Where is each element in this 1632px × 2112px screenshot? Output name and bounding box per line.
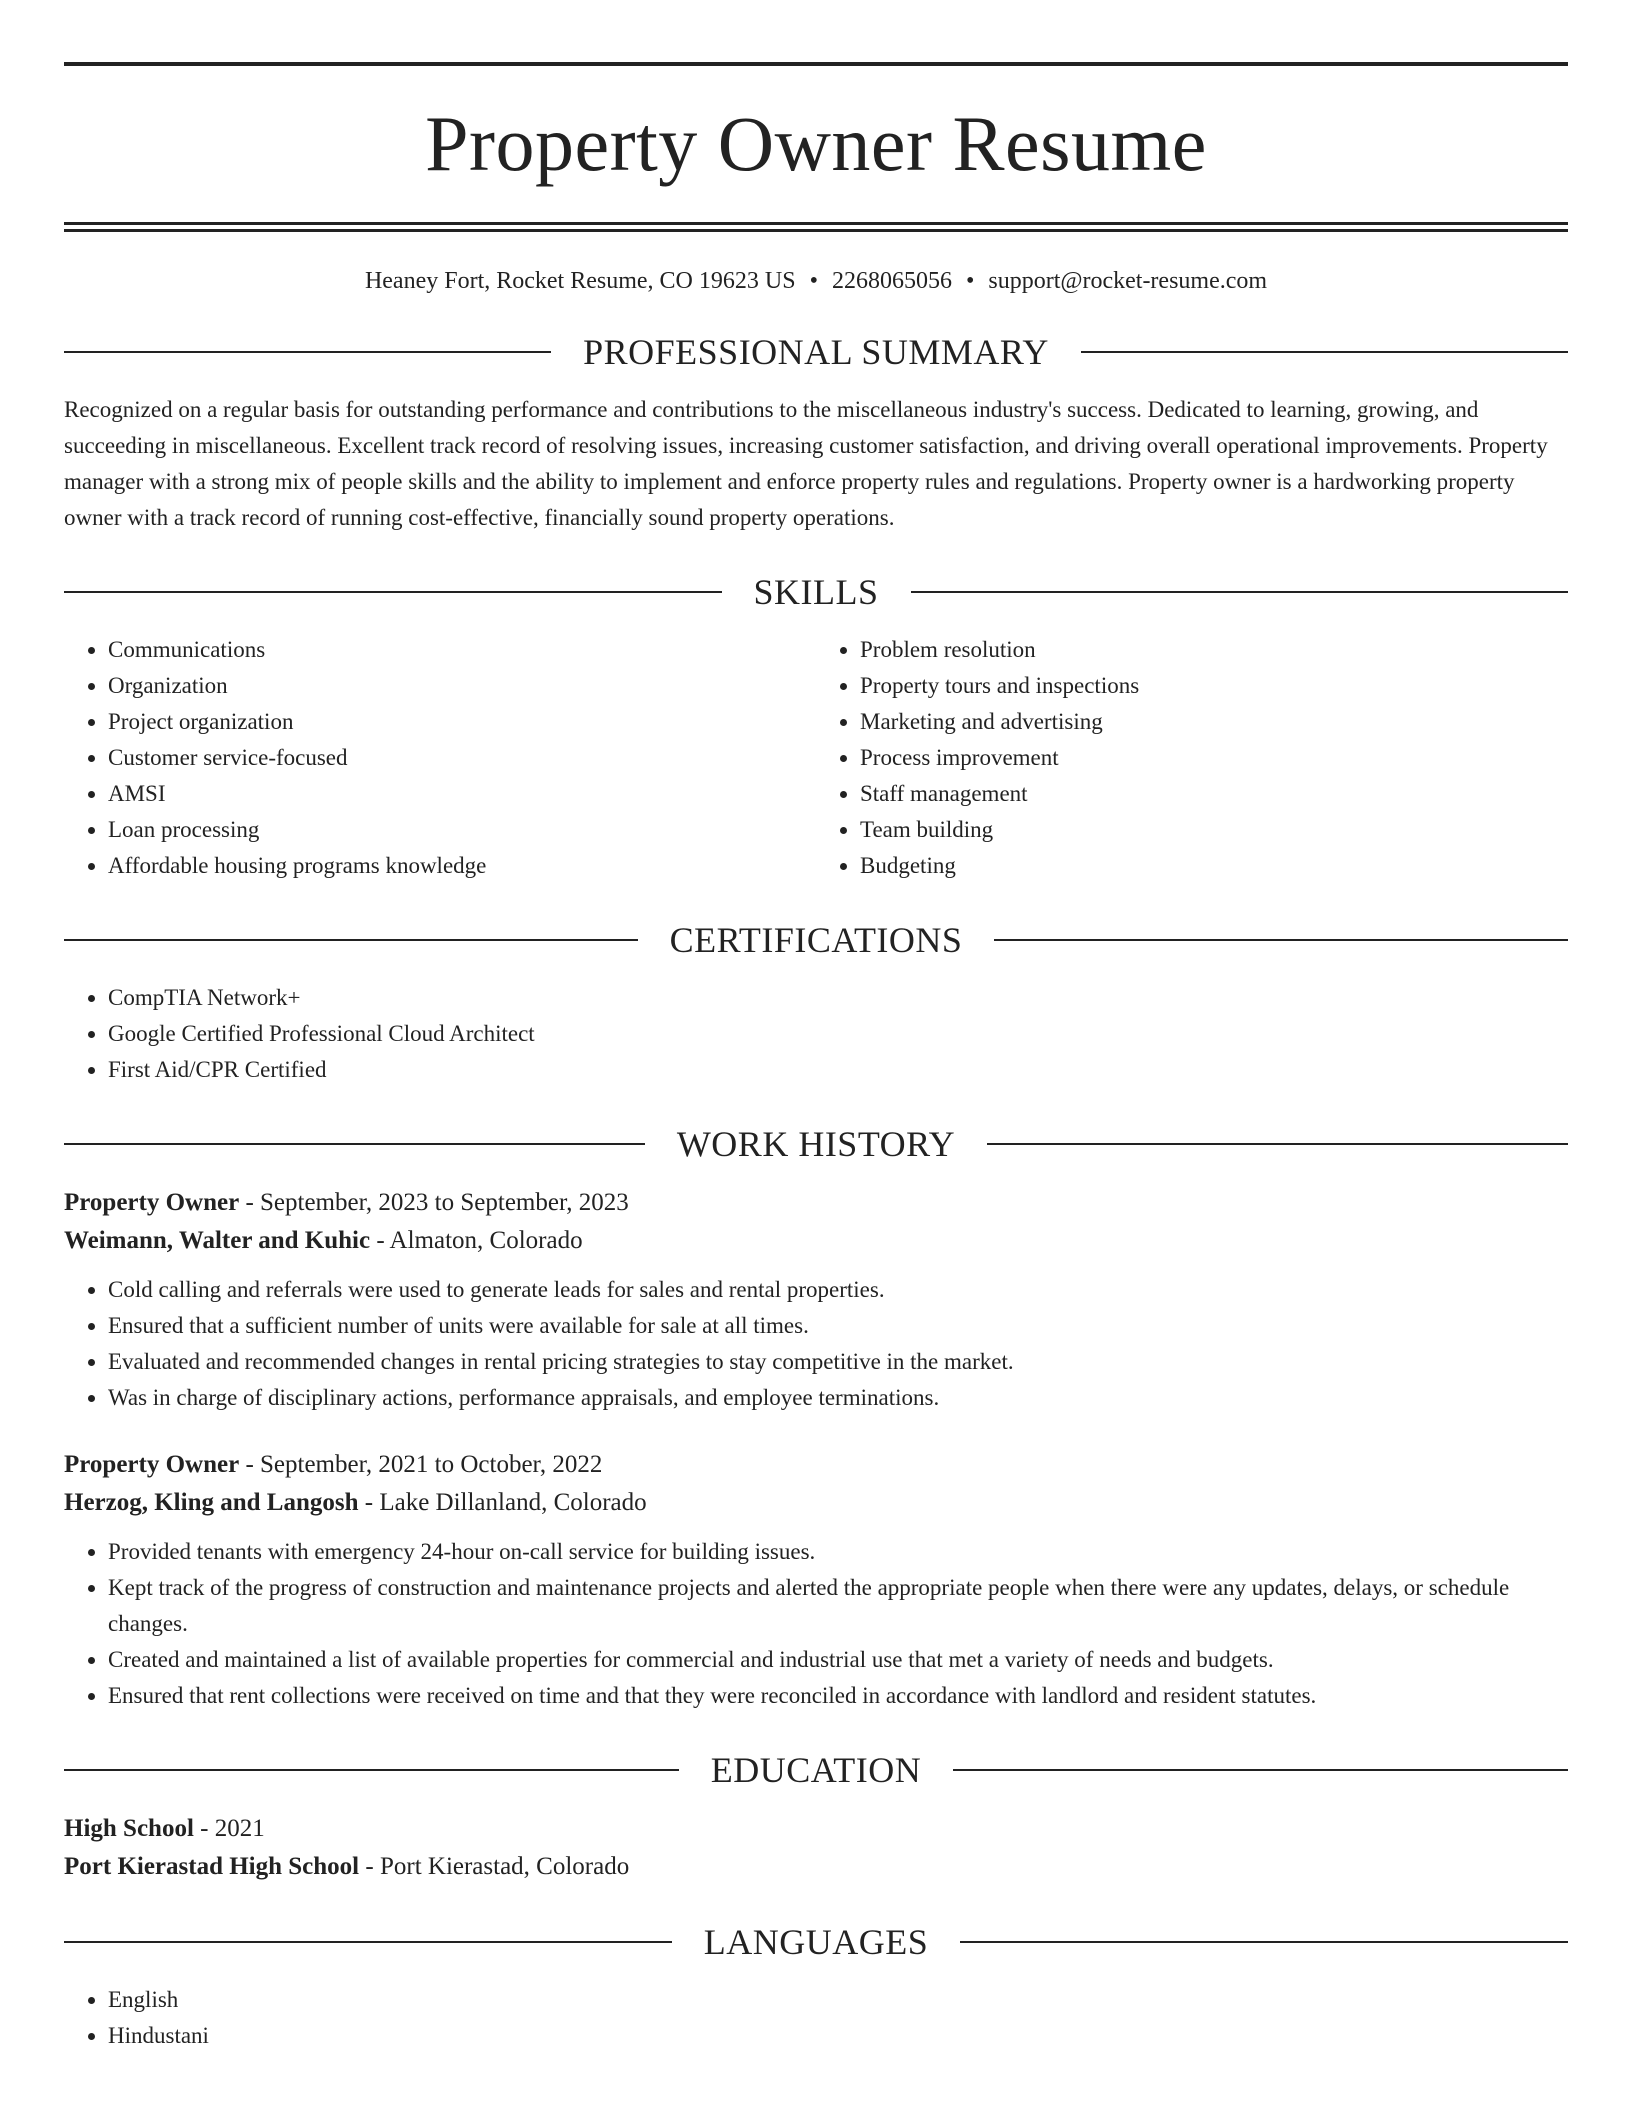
education-location: - Port Kierastad, Colorado — [359, 1853, 630, 1880]
skill-item: • Property tours and inspections — [860, 668, 1568, 704]
skill-item: • Process improvement — [860, 740, 1568, 776]
section-title: CERTIFICATIONS — [669, 920, 963, 960]
job-bullet: • Kept track of the progress of construction and maintenance projects and alerted the appropriate people when there were any updates, delays, or schedule changes. — [108, 1570, 1568, 1642]
certification-item: • CompTIA Network+ — [108, 980, 1568, 1016]
skill-item: • Staff management — [860, 776, 1568, 812]
job-company: Weimann, Walter and Kuhic — [64, 1227, 371, 1254]
section-heading-work-history — [64, 1122, 1568, 1166]
languages-list — [64, 1982, 1568, 2054]
skill-item: • Project organization — [108, 704, 816, 740]
section-heading-summary — [64, 330, 1568, 374]
certifications-list — [64, 980, 1568, 1088]
job-title-line — [64, 1446, 1568, 1484]
skill-item: • Affordable housing programs knowledge — [108, 848, 816, 884]
education-year: - 2021 — [193, 1815, 265, 1842]
skills-list-left — [64, 632, 816, 884]
skill-item: • AMSI — [108, 776, 816, 812]
heading-rule — [953, 1769, 1568, 1771]
heading-rule — [64, 351, 551, 353]
certification-item: • First Aid/CPR Certified — [108, 1052, 1568, 1088]
job-bullets — [64, 1534, 1568, 1714]
skill-item: • Organization — [108, 668, 816, 704]
job-location: - Lake Dillanland, Colorado — [358, 1489, 647, 1516]
heading-rule — [64, 1143, 645, 1145]
resume-page — [64, 0, 1568, 2054]
job-bullet: • Ensured that a sufficient number of units were available for sale at all times. — [108, 1308, 1568, 1344]
job-company-line — [64, 1484, 1568, 1522]
skill-item: • Team building — [860, 812, 1568, 848]
section-heading-certifications — [64, 918, 1568, 962]
title-double-rule — [64, 222, 1568, 232]
heading-rule — [960, 1941, 1568, 1943]
job-entry — [64, 1446, 1568, 1714]
heading-rule — [994, 939, 1568, 941]
section-title: EDUCATION — [710, 1750, 922, 1790]
section-heading-education — [64, 1748, 1568, 1792]
certification-item: • Google Certified Professional Cloud Architect — [108, 1016, 1568, 1052]
job-location: - Almaton, Colorado — [370, 1227, 583, 1254]
language-item: • Hindustani — [108, 2018, 1568, 2054]
education-school-line — [64, 1848, 1568, 1886]
skills-list-right — [816, 632, 1568, 884]
contact-address: Heaney Fort, Rocket Resume, CO 19623 US — [364, 268, 796, 294]
skills-grid — [64, 632, 1568, 884]
job-bullet: • Cold calling and referrals were used to generate leads for sales and rental properties. — [108, 1272, 1568, 1308]
job-company: Herzog, Kling and Langosh — [64, 1489, 359, 1516]
job-role: Property Owner — [64, 1189, 240, 1216]
job-dates: - September, 2021 to October, 2022 — [239, 1451, 603, 1478]
skill-item: • Marketing and advertising — [860, 704, 1568, 740]
heading-rule — [987, 1143, 1568, 1145]
contact-separator: • — [809, 268, 818, 294]
education-degree: High School — [64, 1815, 194, 1842]
heading-rule — [64, 939, 638, 941]
section-heading-skills — [64, 570, 1568, 614]
job-company-line — [64, 1222, 1568, 1260]
summary-text: Recognized on a regular basis for outstanding performance and contributions to the miscellaneous industry's success. Dedicated to learning, growing, and succeeding in miscellaneous. Excellent track record of resolving issues, increasing customer satisfaction, and driving overall operational improvements. Property manager with a strong mix of people skills and the ability to implement and enforce property rules and regulations. Property owner is a hardworking property owner with a track record of running cost-effective, financially sound property operations. — [64, 397, 1548, 530]
contact-separator: • — [965, 268, 975, 294]
heading-rule — [911, 591, 1569, 593]
job-bullet: • Provided tenants with emergency 24-hour on-call service for building issues. — [108, 1534, 1568, 1570]
job-title-line — [64, 1184, 1568, 1222]
resume-title: Property Owner Resume — [425, 100, 1207, 187]
job-bullet: • Created and maintained a list of available properties for commercial and industrial use that met a variety of needs and budgets. — [108, 1642, 1568, 1678]
education-degree-line — [64, 1810, 1568, 1848]
heading-rule — [64, 1941, 672, 1943]
heading-rule — [64, 591, 722, 593]
section-title: PROFESSIONAL SUMMARY — [583, 332, 1049, 372]
contact-line — [64, 266, 1568, 296]
job-role: Property Owner — [64, 1451, 240, 1478]
heading-rule — [1081, 351, 1568, 353]
job-bullet: • Was in charge of disciplinary actions, performance appraisals, and employee terminations. — [108, 1380, 1568, 1416]
section-title: WORK HISTORY — [676, 1124, 956, 1164]
education-school: Port Kierastad High School — [64, 1853, 360, 1880]
job-entry — [64, 1184, 1568, 1416]
skill-item: • Budgeting — [860, 848, 1568, 884]
heading-rule — [64, 1769, 679, 1771]
section-heading-languages — [64, 1920, 1568, 1964]
job-bullet: • Ensured that rent collections were received on time and that they were reconciled in accordance with landlord and resident statutes. — [108, 1678, 1568, 1714]
skill-item: • Customer service-focused — [108, 740, 816, 776]
top-rule — [64, 62, 1568, 66]
language-item: • English — [108, 1982, 1568, 2018]
job-bullets — [64, 1272, 1568, 1416]
section-title: LANGUAGES — [703, 1922, 929, 1962]
skill-item: • Communications — [108, 632, 816, 668]
skill-item: • Problem resolution — [860, 632, 1568, 668]
section-title: SKILLS — [753, 572, 879, 612]
contact-email: support@rocket-resume.com — [988, 268, 1268, 294]
contact-phone: 2268065056 — [831, 268, 952, 294]
job-dates: - September, 2023 to September, 2023 — [239, 1189, 629, 1216]
job-bullet: • Evaluated and recommended changes in rental pricing strategies to stay competitive in the market. — [108, 1344, 1568, 1380]
skill-item: • Loan processing — [108, 812, 816, 848]
